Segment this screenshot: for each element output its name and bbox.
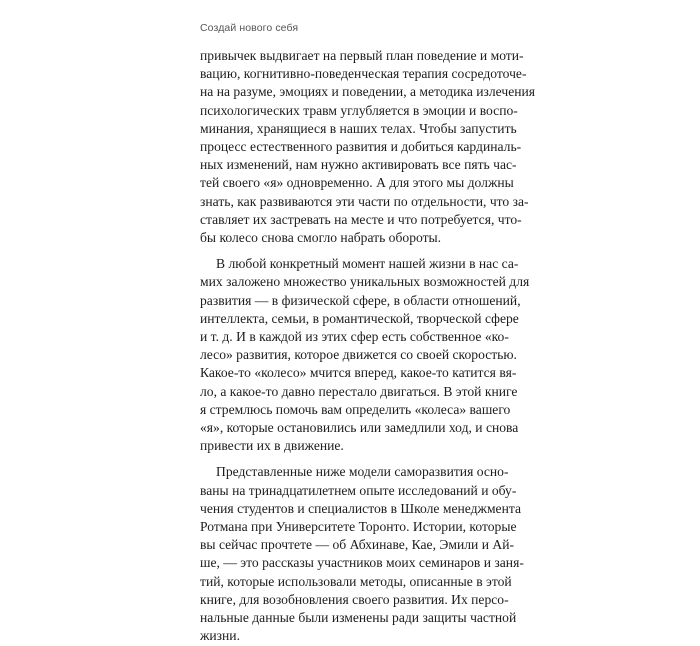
text-line: ло, а какое-то давно перестало двигаться. В этой книге [200,383,518,399]
text-line: мих заложено множество уникальных возможностей для [200,274,530,290]
text-line: минания, хранящиеся в наших телах. Чтобы запустить [200,120,517,136]
text-line: психологических травм углубляется в эмоции и воспо- [200,102,518,118]
text-line: Какое-то «колесо» мчится вперед, какое-то катится вя- [200,365,517,381]
text-line: привести их в движение. [200,438,344,454]
text-line: ваны на тринадцатилетнем опыте исследований и обу- [200,482,517,498]
text-line: привычек выдвигает на первый план поведение и моти- [200,48,524,63]
text-line: Представленные ниже модели саморазвития осно- [216,464,509,480]
text-line: ставляет их застревать на месте и что потребуется, что- [200,211,522,227]
text-line: процесс естественного развития и добиться кардиналь- [200,139,522,155]
paragraph-2 [200,255,530,455]
paragraph-3 [200,463,524,645]
text-line: на на разуме, эмоциях и поведении, а методика излечения [200,84,536,100]
text-line: знать, как развиваются эти части по отдельности, что за- [200,193,529,209]
text-line: В любой конкретный момент нашей жизни в нас са- [216,256,519,272]
text-line: бы колесо снова смогло набрать обороты. [200,230,442,246]
text-line: вацию, когнитивно-поведенческая терапия сосредоточе- [200,66,527,82]
text-line: жизни. [200,628,240,644]
text-line: ных изменений, нам нужно активировать все пять час- [200,157,517,173]
text-line: Ротмана при Университете Торонто. Истории, которые [200,519,517,535]
text-line: ше, — это рассказы участников моих семинаров и заня- [200,555,524,571]
paragraph-1 [200,47,536,247]
text-line: лесо» развития, которое движется со своей скоростью. [200,347,517,363]
text-line: тий, которые использовали методы, описанные в этой [200,573,512,589]
body-text [200,47,536,646]
text-line: развития — в физической сфере, в области отношений, [200,292,521,308]
text-line: книге, для возобновления своего развития. Их персо- [200,591,509,607]
text-line: тей своего «я» одновременно. А для этого мы должны [200,175,514,191]
text-line: нальные данные были изменены ради защиты частной [200,610,517,626]
text-line: вы сейчас прочтете — об Абхинаве, Кае, Эмили и Ай- [200,537,514,553]
text-line: чения студентов и специалистов в Школе менеджмента [200,500,521,516]
text-line: я стремлюсь помочь вам определить «колеса» вашего [200,401,511,417]
text-line: «я», которые остановились или замедлили ход, и снова [200,420,519,436]
text-line: и т. д. И в каждой из этих сфер есть собственное «ко- [200,329,509,345]
text-line: интеллекта, семьи, в романтической, творческой сфере [200,310,519,326]
running-head-title: Создай нового себя [200,22,299,34]
